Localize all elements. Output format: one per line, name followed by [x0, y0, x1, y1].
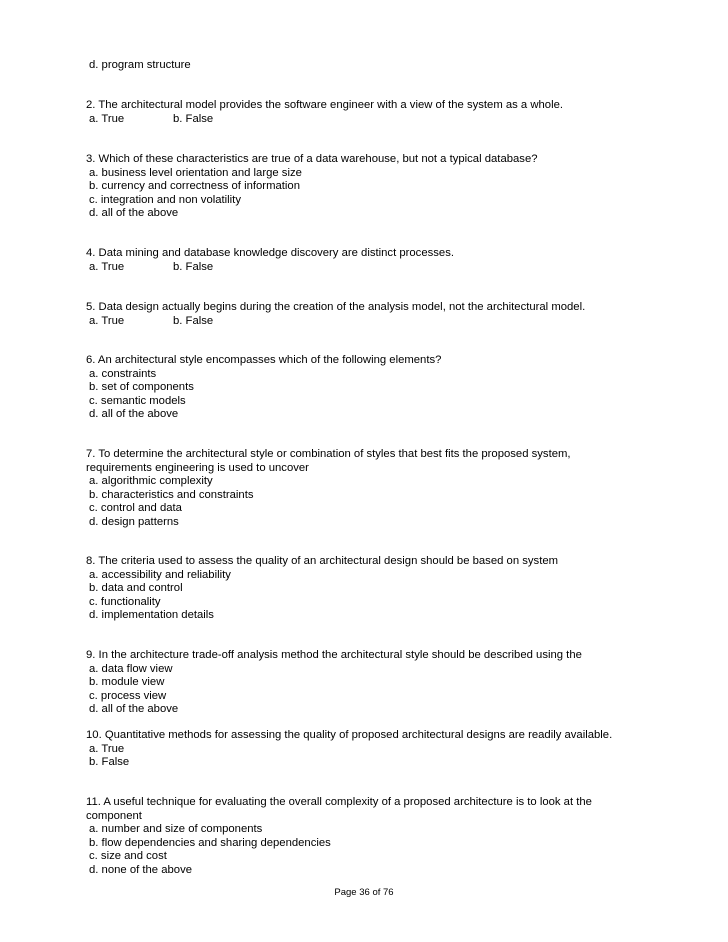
option-c: c. control and data [89, 502, 182, 514]
option-d: d. design patterns [89, 515, 179, 528]
option-c: c. process view [89, 689, 167, 702]
option-b: b. data and control [89, 582, 183, 594]
option-b: b. module view [89, 676, 165, 688]
option-b: b. set of components [89, 381, 194, 393]
question-text: 4. Data mining and database knowledge discovery are distinct processes. [86, 247, 454, 259]
question-text: 5. Data design actually begins during the creation of the analysis model, not the architectural model. [86, 301, 586, 313]
option-d: d. none of the above [89, 863, 193, 876]
question-text: 9. In the architecture trade-off analysis method the architectural style should be described using the [86, 649, 582, 661]
question-text: 10. Quantitative methods for assessing the quality of proposed architectural designs are readily available. [86, 729, 613, 741]
option-d: d. all of the above [89, 207, 179, 219]
option-b: b. characteristics and constraints [89, 488, 254, 501]
question-2 [86, 99, 686, 126]
option-d: d. all of the above [89, 408, 179, 420]
question-text: 8. The criteria used to assess the quality of an architectural design should be based on system [86, 555, 559, 567]
option-a: a. data flow view [89, 662, 173, 675]
question-7 [86, 448, 686, 529]
option-b: b. currency and correctness of information [89, 180, 300, 192]
true-false-options [86, 261, 686, 275]
option-b: b. flow dependencies and sharing dependencies [89, 836, 331, 849]
question-text: 3. Which of these characteristics are true of a data warehouse, but not a typical database? [86, 153, 538, 165]
question-text-line-1: 11. A useful technique for evaluating the overall complexity of a proposed architecture is to look at the [86, 796, 592, 808]
option-c: c. integration and non volatility [89, 193, 241, 206]
question-6 [86, 354, 686, 422]
option-a: a. True [89, 314, 125, 327]
option-a: a. True [89, 260, 125, 273]
question-9 [86, 649, 686, 717]
option-b: b. False [173, 314, 214, 327]
question-3 [86, 153, 686, 221]
true-false-options [86, 113, 686, 127]
question-text-line-1: 7. To determine the architectural style or combination of styles that best fits the proposed system, [86, 448, 571, 460]
option-a: a. True [89, 742, 125, 755]
question-4 [86, 247, 686, 274]
question-text-line-2: component [86, 809, 142, 822]
option-a: a. accessibility and reliability [89, 568, 231, 581]
question-11 [86, 796, 686, 877]
option-a: a. algorithmic complexity [89, 475, 213, 487]
question-text-line-2: requirements engineering is used to uncover [86, 461, 309, 474]
option-b: b. False [89, 756, 130, 768]
option-c: c. semantic models [89, 394, 186, 407]
option-c: c. size and cost [89, 850, 167, 862]
page-number: Page 36 of 76 [334, 887, 394, 898]
option-a: a. True [89, 112, 125, 125]
option-b: b. False [173, 112, 214, 125]
option-d: d. program structure [89, 59, 191, 71]
question-8 [86, 555, 686, 623]
question-text: 6. An architectural style encompasses which of the following elements? [86, 354, 442, 366]
question-5 [86, 301, 686, 328]
true-false-options [86, 315, 686, 329]
option-c: c. functionality [89, 595, 161, 608]
question-10 [86, 729, 686, 770]
option-a: a. number and size of components [89, 823, 263, 835]
option-d: d. all of the above [89, 703, 179, 715]
option-b: b. False [173, 260, 214, 273]
option-a: a. business level orientation and large size [89, 166, 302, 179]
option-a: a. constraints [89, 367, 157, 380]
question-1-tail [86, 59, 686, 73]
question-text: 2. The architectural model provides the software engineer with a view of the system as a whole. [86, 99, 564, 111]
option-d: d. implementation details [89, 609, 214, 621]
